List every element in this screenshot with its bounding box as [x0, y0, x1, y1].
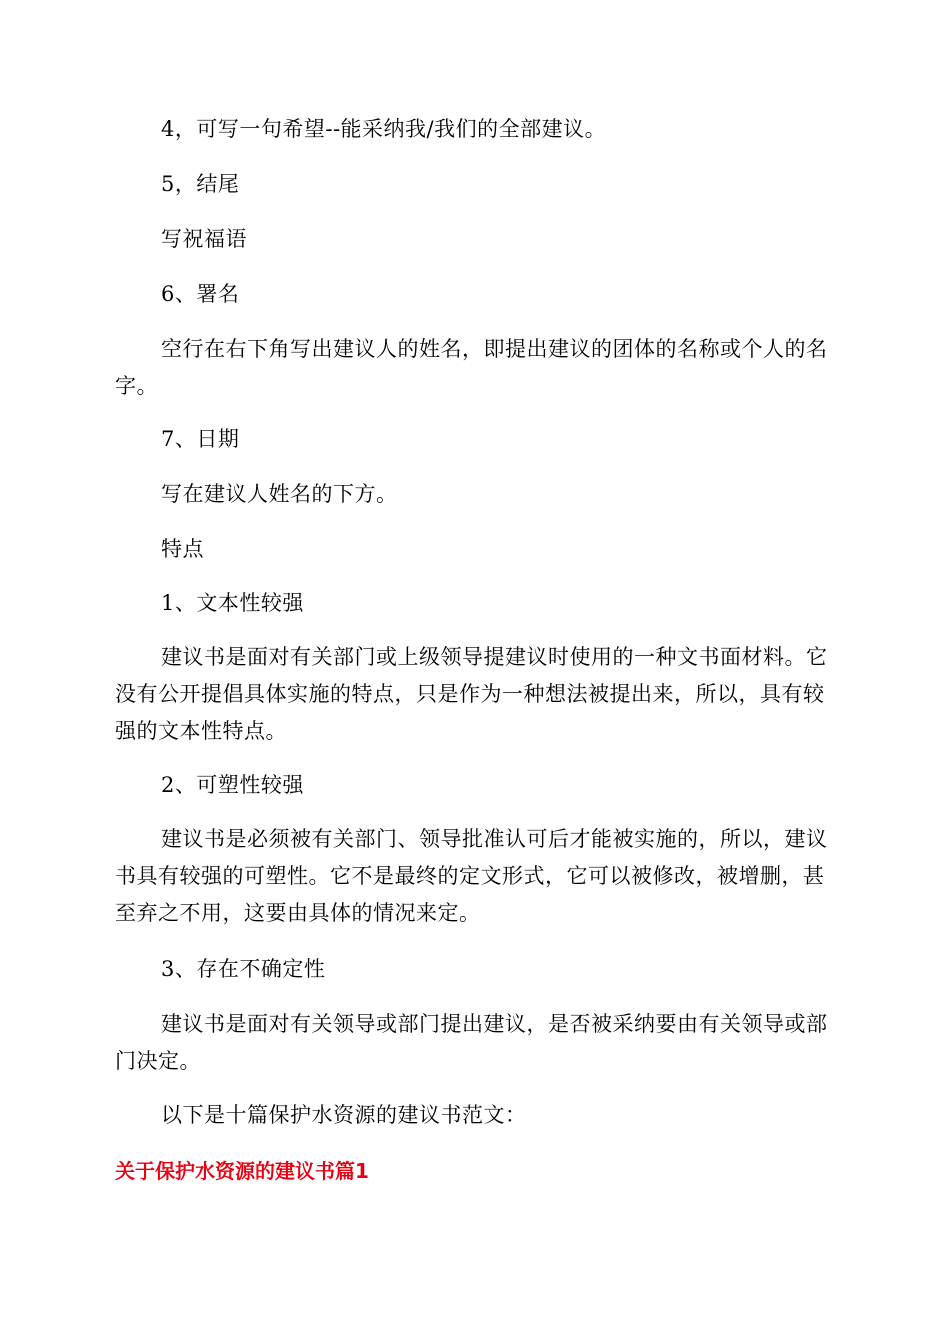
paragraph-date-detail: 写在建议人姓名的下方。: [161, 482, 398, 506]
paragraph-date: 7、日期: [161, 427, 240, 451]
paragraph-feature-1-title: 1、文本性较强: [161, 591, 304, 615]
paragraph-feature-2-body: 建议书是必须被有关部门、领导批准认可后才能被实施的，所以，建议书具有较强的可塑性。它不是最终的定文形式，它可以被修改，被增删，甚至弃之不用，这要由具体的情况来定。: [115, 827, 828, 925]
paragraph-signature-detail: 空行在右下角写出建议人的姓名，即提出建议的团体的名称或个人的名字。: [115, 337, 828, 398]
paragraph-features: 特点: [161, 537, 204, 561]
paragraph-feature-3-body: 建议书是面对有关领导或部门提出建议，是否被采纳要由有关领导或部门决定。: [115, 1012, 828, 1073]
paragraph-intro-examples: 以下是十篇保护水资源的建议书范文：: [161, 1103, 527, 1127]
paragraph-feature-2-title: 2、可塑性较强: [161, 773, 304, 797]
paragraph-signature: 6、署名: [161, 282, 240, 306]
section-heading: 关于保护水资源的建议书篇1: [115, 1159, 369, 1183]
paragraph-blessing: 写祝福语: [161, 227, 247, 251]
paragraph-ending: 5，结尾: [161, 172, 240, 196]
paragraph-feature-1-body: 建议书是面对有关部门或上级领导提建议时使用的一种文书面材料。它没有公开提倡具体实施的特点，只是作为一种想法被提出来，所以，具有较强的文本性特点。: [115, 645, 828, 743]
paragraph-feature-3-title: 3、存在不确定性: [161, 957, 326, 981]
paragraph-hope: 4，可写一句希望--能采纳我/我们的全部建议。: [161, 117, 607, 141]
